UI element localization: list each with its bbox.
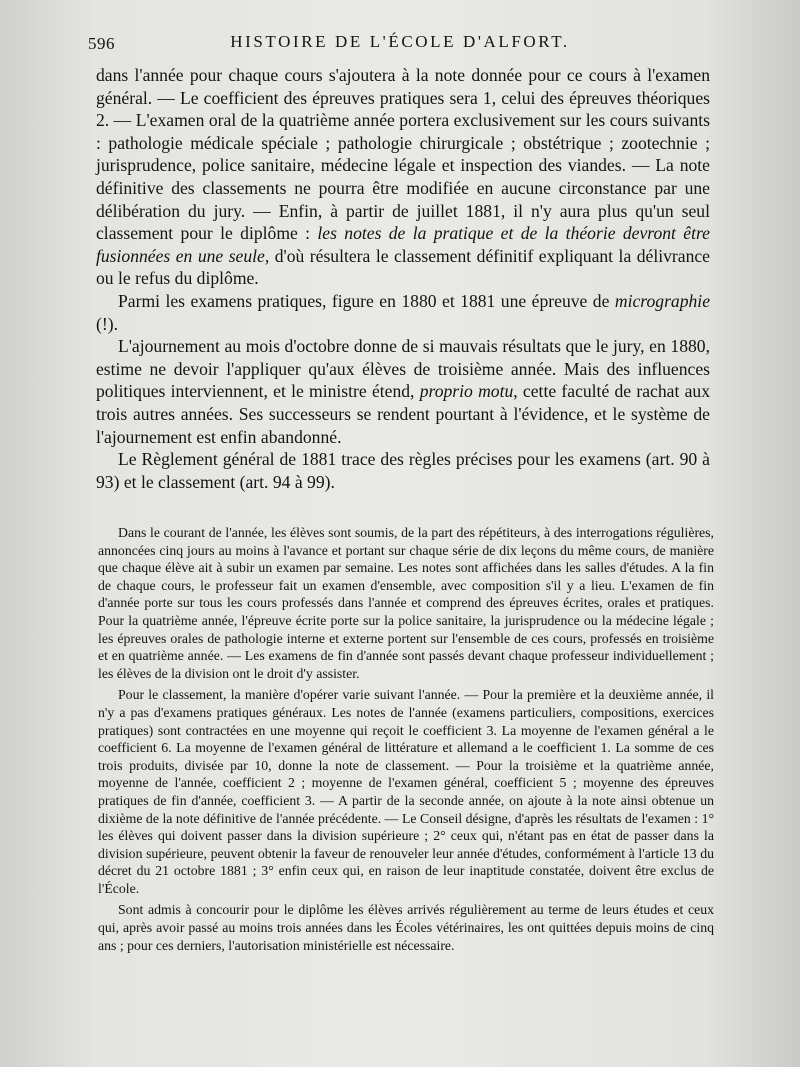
paragraph-text: L'ajournement au mois d'octobre donne de si mauvais résultats que le jury, en 1880, estime ne devoir l'appliquer qu'aux élèves de troisième année. Mais des influences politiques interviennent, et le ministre étend, <box>96 336 710 402</box>
paragraph-text: (!). <box>96 313 118 334</box>
page-number: 596 <box>88 34 115 53</box>
page-header <box>88 32 712 54</box>
running-title: HISTOIRE DE L'ÉCOLE D'ALFORT. <box>230 32 570 51</box>
small-paragraph-classement: Pour le classement, la manière d'opérer varie suivant l'année. — Pour la première et la deuxième année, il n'y a pas d'examens pratiques généraux. Les notes de l'année (examens particuliers, compositions, exercices pratiques) sont contractées en une moyenne qui reçoit le coefficient 3. La moyenne de l'examen général a le coefficient 6. La moyenne de l'examen général de littérature et allemand a le coefficient 1. La somme de ces trois produits, divisée par 10, donne la note de classement. — Pour la troisième et la quatrième année, moyenne de l'année, coefficient 2 ; moyenne de l'examen général, coefficient 5 ; moyenne des épreuves pratiques de fin d'année, coefficient 3. — A partir de la seconde année, on ajoute à la note ainsi obtenue un dixième de la note définitive de l'année précédente. — Le Conseil désigne, d'après les résultats de l'examen : 1° les élèves qui doivent passer dans la division supérieure ; 2° ceux qui, n'étant pas en état de passer dans la division supérieure, peuvent obtenir la faveur de renouveler leur année d'études, conformément à l'article 13 du décret du 21 octobre 1881 ; 3° enfin ceux qui, en raison de leur inaptitude constatée, doivent être exclus de l'École. <box>98 687 714 896</box>
paragraph-text: d'où résultera le classement définitif expliquant la délivrance ou le refus du diplôme. <box>96 245 710 289</box>
small-print-text <box>98 524 714 954</box>
paragraph-ajournement <box>96 335 710 448</box>
italic-term: micrographie <box>614 290 710 311</box>
paragraph-text: , cette faculté de rachat aux trois autres années. Ses successeurs se rendent pourtant à l'évidence, et le système de l'ajournement est enfin abandonné. <box>96 381 711 447</box>
paragraph-reglement: Le Règlement général de 1881 trace des règles précises pour les examens (art. 90 à 93) et le classement (art. 94 à 99). <box>96 449 710 492</box>
italic-quote: les notes de la pratique et de la théorie devront être fusionnées en une seule, <box>96 223 710 266</box>
paragraph-continuation <box>96 64 710 290</box>
main-text <box>96 64 710 493</box>
paragraph-text: dans l'année pour chaque cours s'ajoutera à la note donnée pour ce cours à l'examen général. — Le coefficient des épreuves pratiques sera 1, celui des épreuves théoriques 2. — L'examen oral de la quatrième année portera exclusivement sur les cours suivants : pathologie médicale spéciale ; pathologie chirurgicale ; obstétrique ; zootechnie ; jurisprudence, police sanitaire, médecine légale et inspection des viandes. — La note définitive des classements ne pourra être modifiée en aucune circonstance par une délibération du jury. — Enfin, à partir de juillet 1881, il n'y aura plus qu'un seul classement pour le diplôme : <box>96 65 710 244</box>
paragraph-micrographie <box>96 290 710 335</box>
small-paragraph-diplome: Sont admis à concourir pour le diplôme les élèves arrivés régulièrement au terme de leurs études et ceux qui, après avoir passé au moins trois années dans les Écoles vétérinaires, les ont quittées depuis moins de cinq ans ; pour ces derniers, l'autorisation ministérielle est nécessaire. <box>98 902 714 953</box>
paragraph-text: Parmi les examens pratiques, figure en 1880 et 1881 une épreuve de <box>118 290 615 311</box>
small-paragraph-interrogations: Dans le courant de l'année, les élèves sont soumis, de la part des répétiteurs, à des interrogations régulières, annoncées cinq jours au moins à l'avance et portant sur chaque série de dix leçons du même cours, de manière que chaque élève ait à subir un examen par semaine. Les notes sont affichées dans les salles d'études. A la fin de chaque cours, le professeur fait un examen d'ensemble, avec composition s'il y a lieu. L'examen de fin d'année porte sur tous les cours professés dans l'année et comprend des épreuves écrites, orales et pratiques. Pour la quatrième année, l'épreuve écrite porte sur la police sanitaire, la jurisprudence ou la médecine légale ; les épreuves orales de pathologie interne et externe portent sur l'ensemble de ces cours, professés en troisième et en quatrième année. — Les examens de fin d'année sont passés devant chaque professeur individuellement ; les élèves de la division ont le droit d'y assister. <box>98 525 714 681</box>
italic-term: proprio motu <box>419 381 514 402</box>
